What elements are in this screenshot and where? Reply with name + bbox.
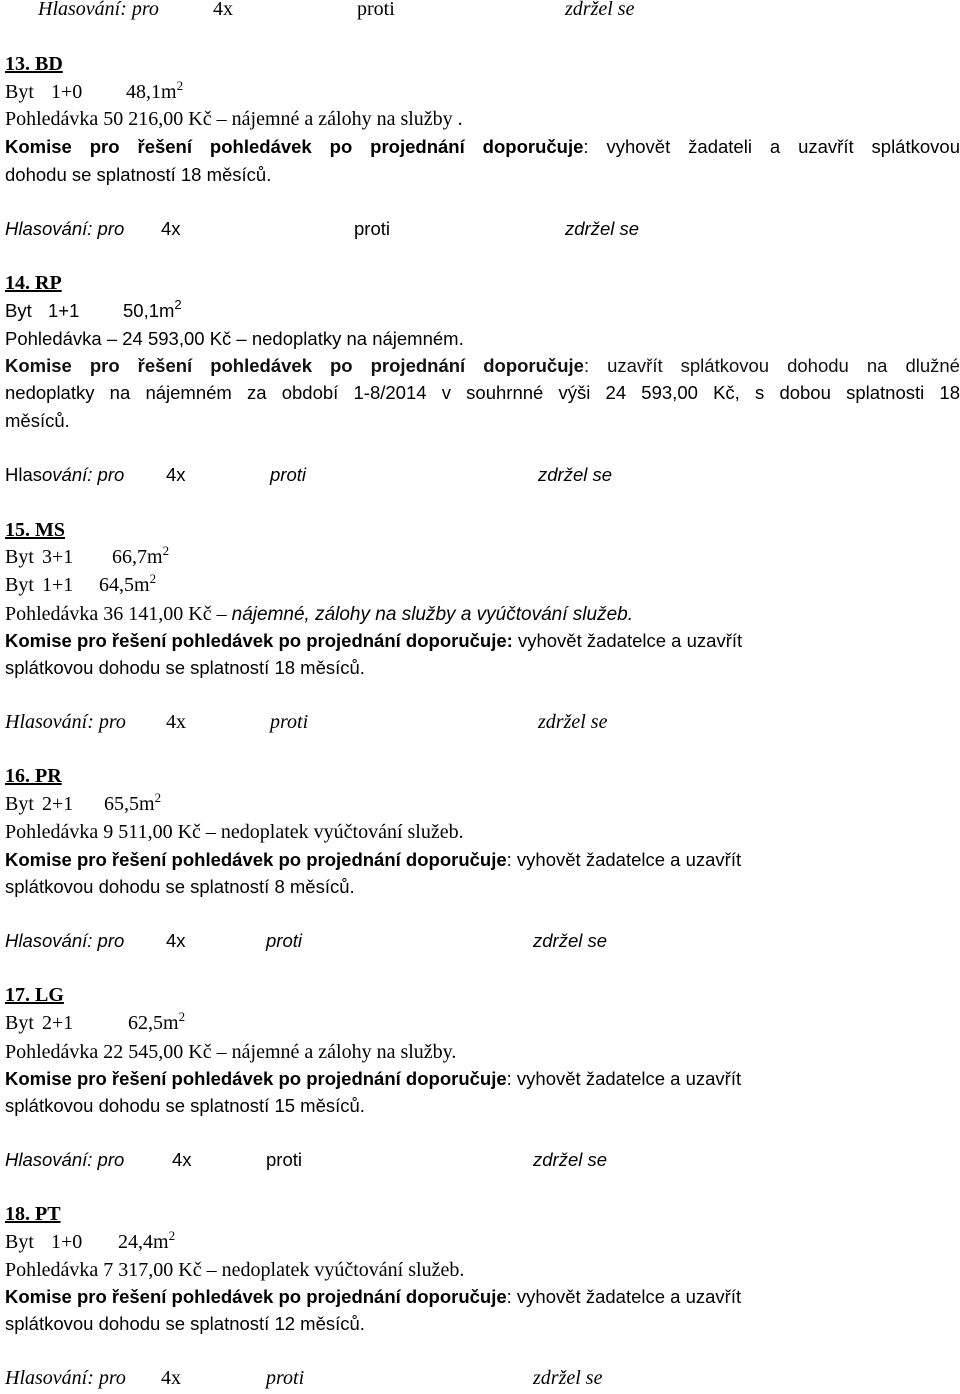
vote-abstain: zdržel se xyxy=(533,1367,603,1389)
vote-count: 4x xyxy=(213,0,233,20)
commission-line-3: měsíců. xyxy=(5,410,70,431)
vote-against: proti xyxy=(354,218,390,239)
vote-against: proti xyxy=(357,0,395,20)
item-heading: 16. PR xyxy=(5,765,62,787)
flat-label: Byt xyxy=(5,546,34,568)
flat-area: $50,1m^2$ xyxy=(123,297,182,321)
flat-area: $64,5m^2$ xyxy=(99,571,157,596)
flat-area: $48,1m^2$ xyxy=(126,78,184,103)
item-heading: 15. MS xyxy=(5,519,65,541)
vote-label: Hlasování: pro xyxy=(5,1367,126,1389)
commission-line-2: splátkovou dohodu se splatností 8 měsíců. xyxy=(5,876,355,897)
claim-line: Pohledávka 22 545,00 Kč – nájemné a zálohy na služby. xyxy=(5,1041,457,1063)
vote-count: 4x xyxy=(161,218,181,239)
item-heading: 17. LG xyxy=(5,984,64,1006)
vote-count: 4x xyxy=(166,464,186,485)
vote-abstain: zdržel se xyxy=(565,218,640,239)
vote-abstain: zdržel se xyxy=(565,0,635,20)
flat-label: Byt xyxy=(5,793,34,815)
commission-line-2: splátkovou dohodu se splatností 15 měsíců. xyxy=(5,1095,365,1116)
vote-abstain: zdržel se xyxy=(533,930,608,951)
claim-line: Pohledávka 7 317,00 Kč – nedoplatek vyúčtování služeb. xyxy=(5,1259,465,1281)
vote-label: Hlasování: pro xyxy=(5,218,125,239)
vote-label: Hlasování: pro xyxy=(38,0,159,20)
flat-label: Byt xyxy=(5,1012,34,1034)
vote-count: 4x xyxy=(161,1367,181,1389)
claim-line: Pohledávka – 24 593,00 Kč – nedoplatky na nájemném. xyxy=(5,328,464,349)
flat-label: Byt xyxy=(5,1231,34,1253)
commission-line: Komise pro řešení pohledávek po projednání doporučuje: vyhovět žadatelce a uzavřít xyxy=(5,630,743,651)
commission-line: Komise pro řešení pohledávek po projednání doporučuje: vyhovět žadatelce a uzavřít xyxy=(5,1286,742,1307)
vote-count: 4x xyxy=(166,711,186,733)
vote-abstain: zdržel se xyxy=(538,711,608,733)
commission-line-2: splátkovou dohodu se splatností 18 měsíců. xyxy=(5,657,365,678)
vote-label: Hlasování: pro xyxy=(5,711,126,733)
flat-label: Byt xyxy=(5,574,34,596)
flat-area: $24,4m^2$ xyxy=(118,1228,176,1253)
flat-area: $66,7m^2$ xyxy=(112,543,170,568)
commission-line-2: splátkovou dohodu se splatností 12 měsíců. xyxy=(5,1313,365,1334)
claim-line: Pohledávka 36 141,00 Kč – nájemné, zálohy na služby a vyúčtování služeb. xyxy=(5,603,633,625)
flat-type: 3+1 xyxy=(42,546,74,568)
commission-line: Komise pro řešení pohledávek po projednání doporučuje: vyhovět žadatelce a uzavřít xyxy=(5,849,742,870)
flat-type: 2+1 xyxy=(42,1012,74,1034)
vote-label: Hlasování: pro xyxy=(5,464,125,485)
vote-count: 4x xyxy=(166,930,186,951)
vote-abstain: zdržel se xyxy=(533,1149,608,1170)
flat-type: 1+0 xyxy=(51,81,83,103)
flat-area: $65,5m^2$ xyxy=(104,790,162,815)
vote-against: proti xyxy=(270,711,309,733)
vote-against: proti xyxy=(266,1367,305,1389)
flat-type: 1+0 xyxy=(51,1231,83,1253)
flat-type: 1+1 xyxy=(48,300,80,321)
claim-line: Pohledávka 50 216,00 Kč – nájemné a zálohy na služby . xyxy=(5,108,463,130)
commission-line-2: dohodu se splatností 18 měsíců. xyxy=(5,164,272,185)
vote-count: 4x xyxy=(172,1149,192,1170)
item-heading: 14. RP xyxy=(5,272,62,294)
commission-line: Komise pro řešení pohledávek po projednání doporučuje: vyhovět žadatelce a uzavřít xyxy=(5,1068,742,1089)
commission-line: Komise pro řešení pohledávek po projednání doporučuje: vyhovět žadateli a uzavřít splátkovou xyxy=(5,136,960,157)
claim-line: Pohledávka 9 511,00 Kč – nedoplatek vyúčtování služeb. xyxy=(5,821,464,843)
vote-against: proti xyxy=(270,464,306,485)
vote-against: proti xyxy=(266,1149,302,1170)
flat-label: Byt xyxy=(5,81,34,103)
flat-area: $62,5m^2$ xyxy=(128,1009,186,1034)
flat-type: 2+1 xyxy=(42,793,74,815)
vote-against: proti xyxy=(266,930,302,951)
vote-abstain: zdržel se xyxy=(538,464,613,485)
flat-type: 1+1 xyxy=(42,574,74,596)
item-heading: 13. BD xyxy=(5,53,63,75)
vote-label: Hlasování: pro xyxy=(5,930,125,951)
commission-line: Komise pro řešení pohledávek po projednání doporučuje: uzavřít splátkovou dohodu na dlužné xyxy=(5,355,960,376)
commission-line-2: nedoplatky na nájemném za období 1-8/2014 v souhrnné výši 24 593,00 Kč, s dobou splatnosti 18 xyxy=(5,382,960,403)
item-heading: 18. PT xyxy=(5,1203,61,1225)
flat-label: Byt xyxy=(5,300,32,321)
vote-label: Hlasování: pro xyxy=(5,1149,125,1170)
